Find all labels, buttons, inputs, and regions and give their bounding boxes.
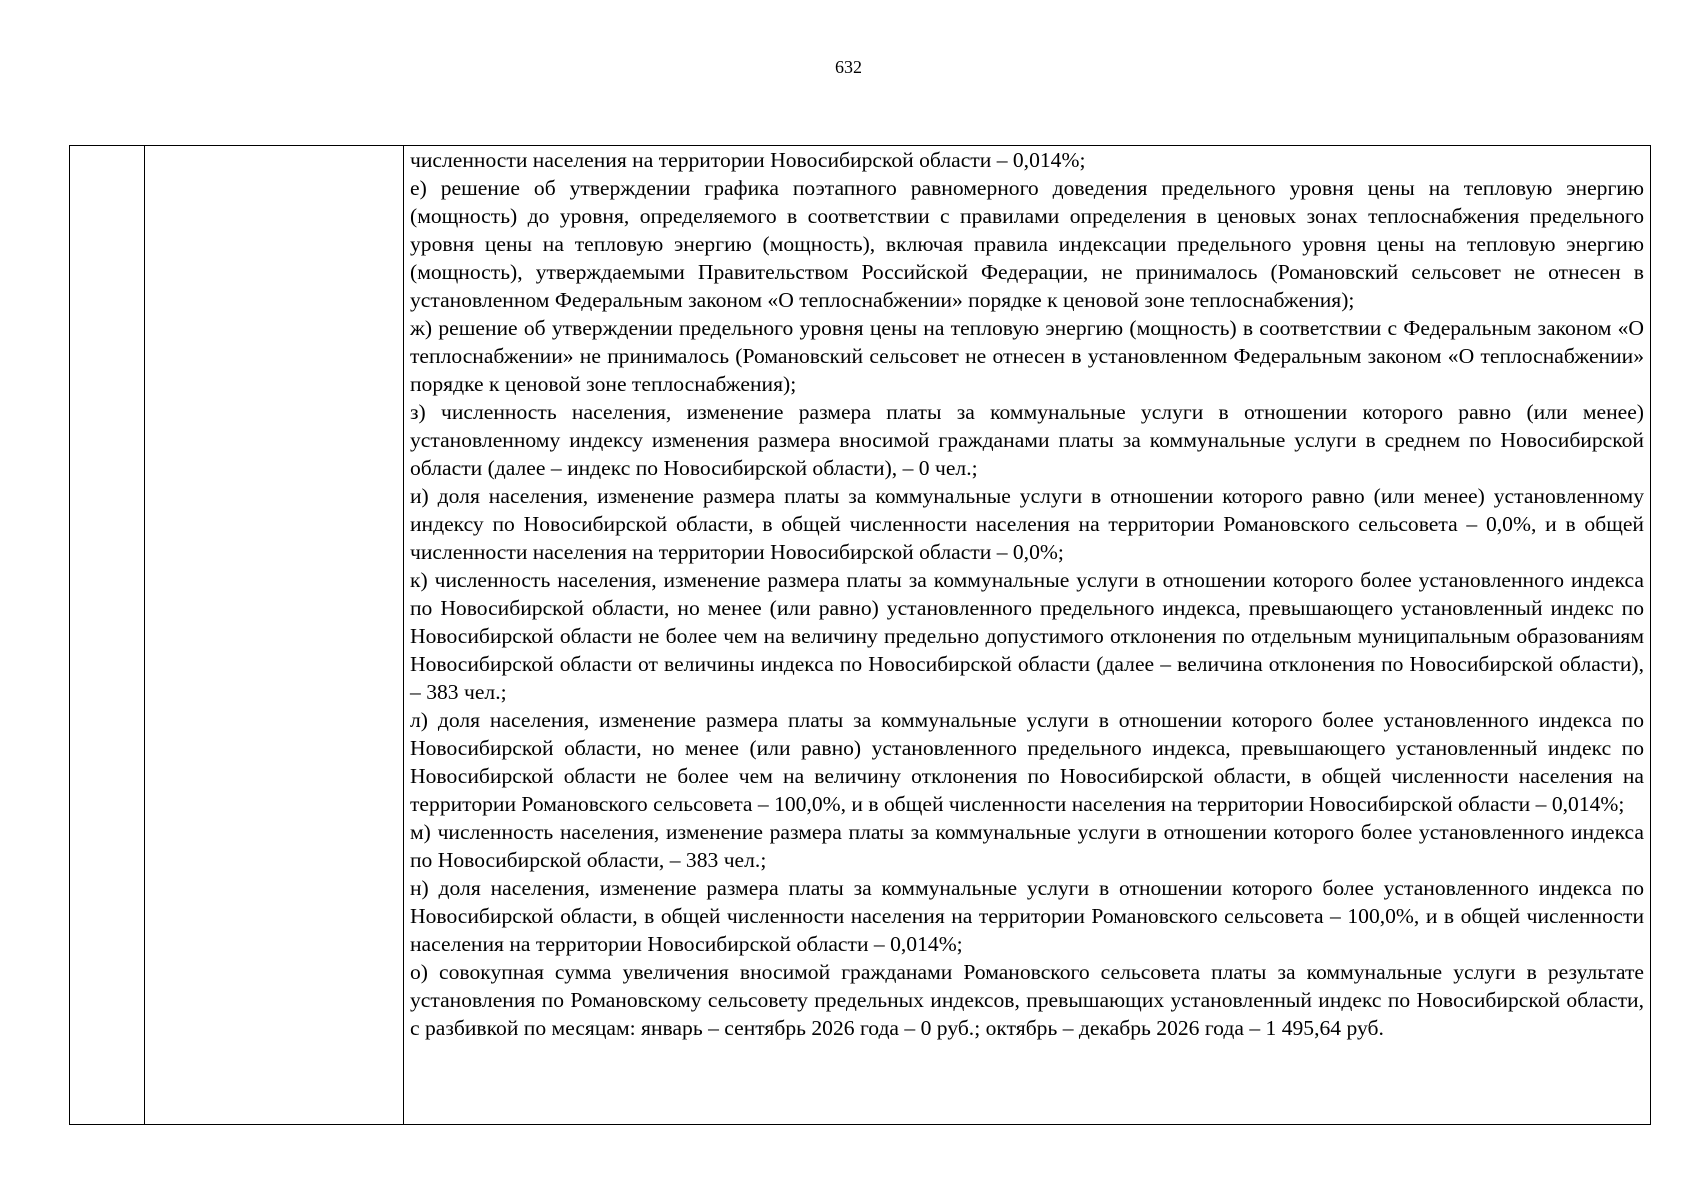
paragraph-z: з) численность населения, изменение размера платы за коммунальные услуги в отношении которого равно (или менее) установленному индексу изменения размера вносимой гражданами платы за коммунальные услуги в среднем по Новосибирской области (далее – индекс по Новосибирской области), – 0 чел.; bbox=[410, 400, 1644, 480]
paragraph-o: о) совокупная сумма увеличения вносимой гражданами Романовского сельсовета платы за коммунальные услуги в результате установления по Романовскому сельсовету предельных индексов, превышающих установленный индекс по Новосибирской области, с разбивкой по месяцам: январь – сентябрь 2026 года – 0 руб.; октябрь – декабрь 2026 года – 1 495,64 руб. bbox=[410, 960, 1644, 1040]
table-row bbox=[70, 146, 1651, 1125]
paragraph-zh: ж) решение об утверждении предельного уровня цены на тепловую энергию (мощность) в соответствии с Федеральным законом «О теплоснабжении» не принималось (Романовский сельсовет не отнесен в установленном Федеральным законом «О теплоснабжении» порядке к ценовой зоне теплоснабжения); bbox=[410, 316, 1644, 396]
paragraph-continuation: численности населения на территории Новосибирской области – 0,014%; bbox=[410, 148, 1086, 172]
paragraph-m: м) численность населения, изменение размера платы за коммунальные услуги в отношении которого более установленного индекса по Новосибирской области, – 383 чел.; bbox=[410, 820, 1644, 872]
document-table bbox=[69, 145, 1651, 1125]
paragraph-k: к) численность населения, изменение размера платы за коммунальные услуги в отношении которого более установленного индекса по Новосибирской области, но менее (или равно) установленного предельного индекса, превышающего установленный индекс по Новосибирской области не более чем на величину предельно допустимого отклонения по отдельным муниципальным образованиям Новосибирской области от величины индекса по Новосибирской области (далее – величина отклонения по Новосибирской области), – 383 чел.; bbox=[410, 568, 1644, 704]
paragraph-i: и) доля населения, изменение размера платы за коммунальные услуги в отношении которого равно (или менее) установленному индексу по Новосибирской области, в общей численности населения на территории Романовского сельсовета – 0,0%, и в общей численности населения на территории Новосибирской области – 0,0%; bbox=[410, 484, 1644, 564]
page-number: 632 bbox=[835, 57, 862, 77]
paragraph-e: е) решение об утверждении графика поэтапного равномерного доведения предельного уровня цены на тепловую энергию (мощность) до уровня, определяемого в соответствии с правилами определения в ценовых зонах теплоснабжения предельного уровня цены на тепловую энергию (мощность), включая правила индексации предельного уровня цены на тепловую энергию (мощность), утверждаемыми Правительством Российской Федерации, не принималось (Романовский сельсовет не отнесен в установленном Федеральным законом «О теплоснабжении» порядке к ценовой зоне теплоснабжения); bbox=[410, 176, 1644, 312]
paragraph-l: л) доля населения, изменение размера платы за коммунальные услуги в отношении которого более установленного индекса по Новосибирской области, но менее (или равно) установленного предельного индекса, превышающего установленный индекс по Новосибирской области не более чем на величину отклонения по Новосибирской области, в общей численности населения на территории Романовского сельсовета – 100,0%, и в общей численности населения на территории Новосибирской области – 0,014%; bbox=[410, 708, 1644, 816]
table-cell-name bbox=[145, 146, 404, 1125]
table-cell-content bbox=[404, 146, 1651, 1125]
table-cell-number bbox=[70, 146, 145, 1125]
paragraph-n: н) доля населения, изменение размера платы за коммунальные услуги в отношении которого более установленного индекса по Новосибирской области, в общей численности населения на территории Романовского сельсовета – 100,0%, и в общей численности населения на территории Новосибирской области – 0,014%; bbox=[410, 876, 1644, 956]
